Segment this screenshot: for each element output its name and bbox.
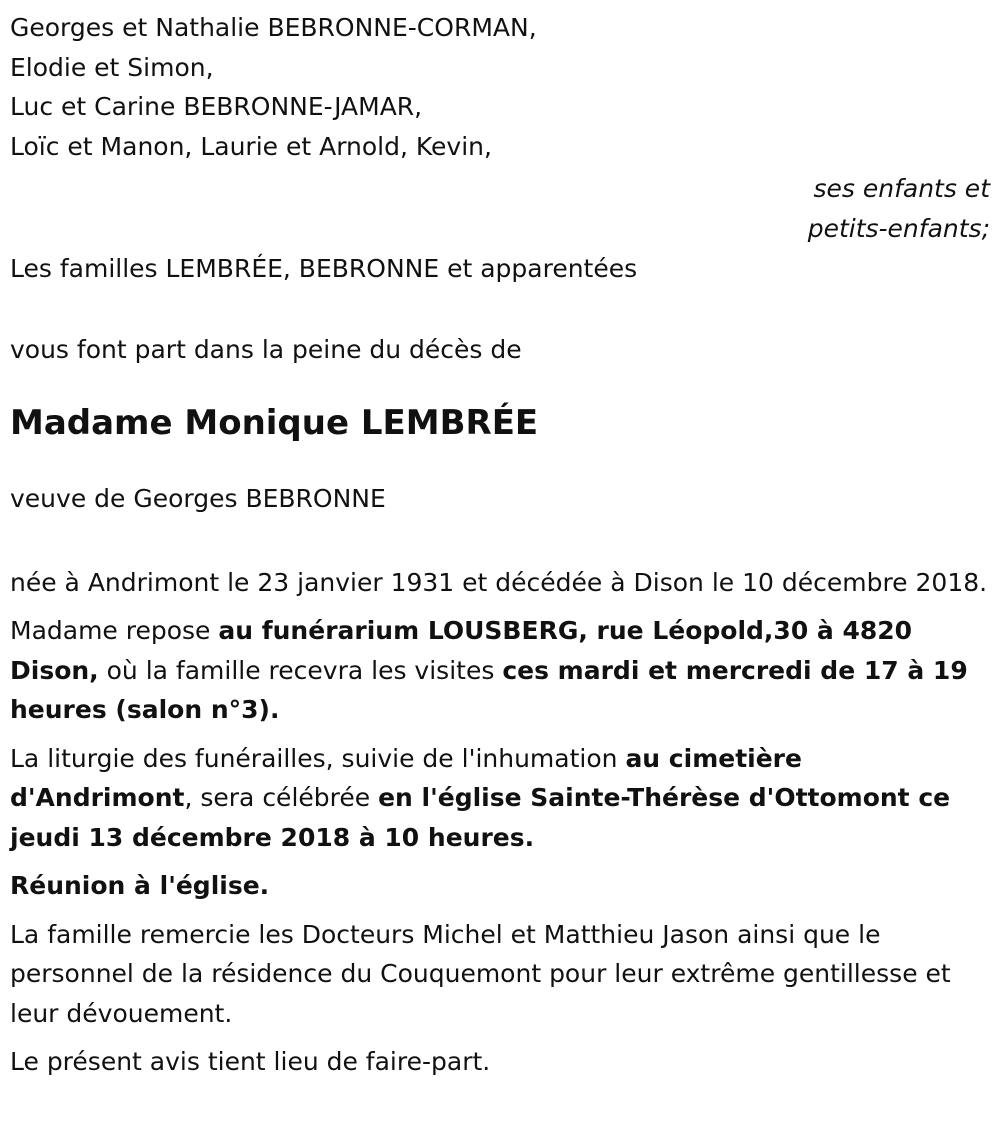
thanks-paragraph: La famille remercie les Docteurs Michel et Matthieu Jason ainsi que le personnel de la résidence du Couquemont pour leur extrême gentillesse et leur dévouement. [10, 919, 951, 1028]
intro-text: vous font part dans la peine du décès de [10, 334, 522, 364]
ceremony-details: en l'église Sainte-Thérèse d'Ottomont ce jeudi 13 décembre 2018 à 10 heures. [10, 783, 951, 852]
deceased-name: Madame Monique LEMBRÉE [10, 403, 539, 443]
relation-line-2: petits-enfants; [807, 214, 990, 243]
family-line-3: Luc et Carine BEBRONNE-JAMAR, [10, 92, 423, 121]
relation-label [10, 169, 990, 249]
closing-paragraph: Le présent avis tient lieu de faire-part. [10, 1047, 491, 1076]
meeting-paragraph [10, 866, 990, 906]
liturgy-text-2: , sera célébrée [184, 783, 379, 812]
repose-location: au funérarium LOUSBERG, rue Léopold,30 à 4820 Dison, [10, 616, 913, 685]
obituary-notice [10, 8, 990, 1091]
cemetery-location: au cimetière d'Andrimont [10, 743, 802, 812]
family-line-1: Georges et Nathalie BEBRONNE-CORMAN, [10, 13, 537, 42]
birth-death-text: née à Andrimont le 23 janvier 1931 et décédée à Dison le 10 décembre 2018. [10, 567, 988, 597]
repose-text-1: Madame repose [10, 616, 219, 645]
relation-line-1: ses enfants et [813, 174, 990, 203]
widow-of: veuve de Georges BEBRONNE [10, 484, 386, 513]
repose-text-2: où la famille recevra les visites [98, 655, 503, 685]
liturgy-text-1: La liturgie des funérailles, suivie de l'inhumation [10, 743, 626, 773]
visit-hours: ces mardi et mercredi de 17 à 19 heures (salon n°3). [10, 655, 968, 724]
meeting-text: Réunion à l'église. [10, 871, 270, 900]
family-line-2: Elodie et Simon, [10, 52, 214, 82]
family-line-4: Loïc et Manon, Laurie et Arnold, Kevin, [10, 131, 492, 161]
other-families: Les familles LEMBRÉE, BEBRONNE et apparentées [10, 254, 638, 283]
liturgy-paragraph [10, 739, 990, 858]
repose-paragraph [10, 611, 990, 730]
